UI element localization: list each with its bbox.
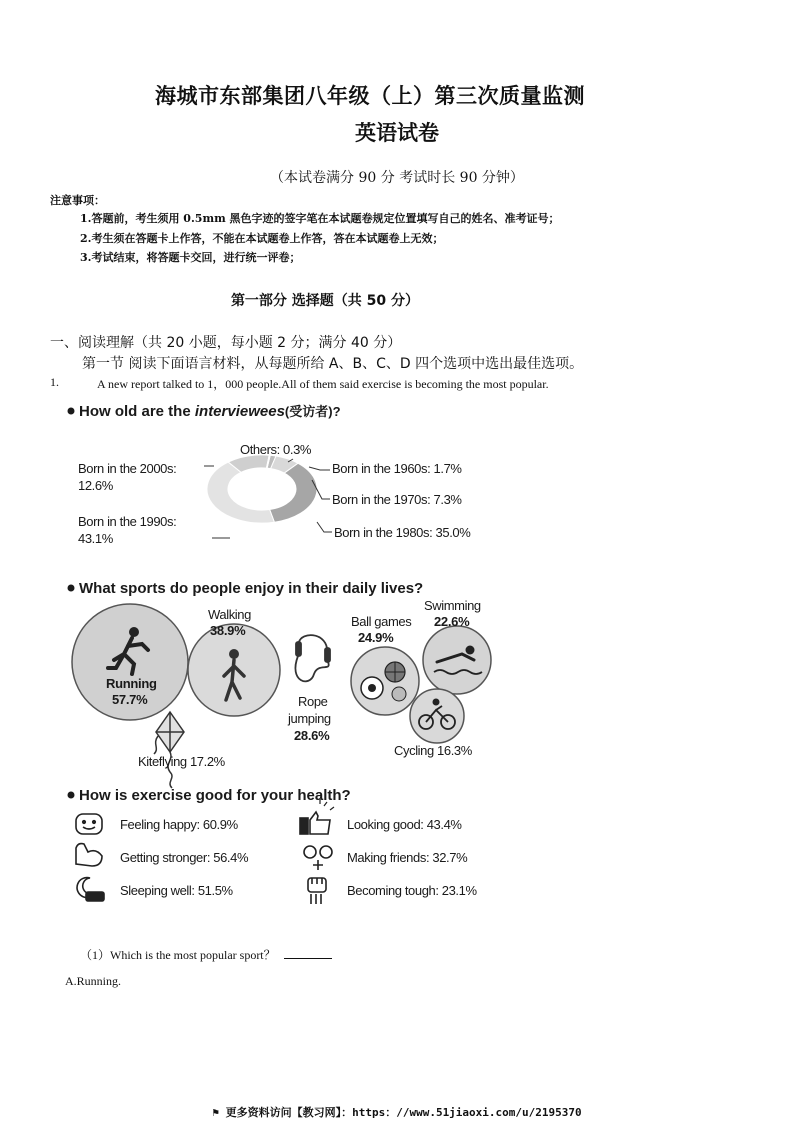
walking-name: Walking (208, 607, 251, 622)
benefit-happy: Feeling happy: 60.9% (120, 817, 238, 832)
answer-blank[interactable] (284, 946, 332, 959)
flag-icon: ⚑ (212, 1106, 226, 1119)
footer (0, 1104, 794, 1120)
exam-title: 海城市东部集团八年级（上）第三次质量监测 (155, 84, 585, 108)
sub-question-text: （1）Which is the most popular sport？ (80, 948, 276, 962)
rope-value: 28.6% (294, 728, 330, 743)
kite-icon (154, 712, 184, 788)
cycling-label: Cycling 16.3% (394, 743, 472, 758)
part-title: 第一部分 选择题（共 50 分） (230, 293, 420, 309)
age-donut-chart (207, 455, 317, 523)
bullet-icon (68, 408, 75, 415)
option-a: A.Running. (65, 974, 122, 988)
bullet-icon (68, 585, 75, 592)
ball-games-circle (351, 647, 419, 715)
rope-line2: jumping (288, 711, 331, 726)
label-others: Others: 0.3% (240, 442, 312, 457)
label-1980s: Born in the 1980s: 35.0% (334, 525, 471, 540)
notice-heading: 注意事项： (50, 194, 105, 207)
ball-games-value: 24.9% (358, 630, 394, 645)
fist-icon (308, 878, 326, 904)
label-1970s: Born in the 1970s: 7.3% (332, 492, 462, 507)
exam-subject: 英语试卷 (355, 121, 439, 145)
notice-item: 1.答题前，考生须用 0.5mm 黑色字迹的签字笔在本试题卷规定位置填写自己的姓名、准考证号； (80, 212, 560, 225)
muscle-arm-icon (76, 844, 102, 867)
swimming-circle (423, 626, 491, 694)
benefit-looking: Looking good: 43.4% (347, 817, 462, 832)
thumbs-up-icon (300, 799, 334, 834)
section-title: 一、阅读理解（共 20 小题，每小题 2 分；满分 40 分） (50, 335, 402, 351)
value-1990s: 43.1% (78, 531, 113, 546)
benefit-sleeping: Sleeping well: 51.5% (120, 883, 233, 898)
sub-question (80, 946, 332, 963)
label-2000s: Born in the 2000s: (78, 461, 177, 476)
swimming-value: 22.6% (434, 614, 470, 629)
bullet-icon (68, 792, 75, 799)
exam-info: （本试卷满分 90 分 考试时长 90 分钟） (270, 170, 524, 186)
jump-rope-icon (295, 635, 330, 681)
label-1960s: Born in the 1960s: 1.7% (332, 461, 462, 476)
benefit-stronger: Getting stronger: 56.4% (120, 850, 249, 865)
leader-line (309, 467, 330, 470)
friends-icon (304, 846, 332, 870)
kite-label: Kiteflying 17.2% (138, 754, 225, 769)
question-text: A new report talked to 1，000 people.All of them said exercise is becoming the most popular. (97, 377, 549, 391)
running-name: Running (106, 676, 157, 691)
swimming-name: Swimming (424, 598, 481, 613)
q1-heading: How old are the interviewees(受访者)? (79, 403, 341, 420)
ball-games-name: Ball games (351, 614, 412, 629)
notice-item: 2.考生须在答题卡上作答，不能在本试题卷上作答，答在本试题卷上无效； (80, 232, 444, 245)
smiley-icon (76, 814, 102, 834)
q3-heading: How is exercise good for your health? (79, 787, 351, 804)
value-2000s: 12.6% (78, 478, 113, 493)
footer-link[interactable]: 更多资料访问【教习网】：https：//www.51jiaoxi.com/u/2195370 (225, 1106, 582, 1119)
cycling-circle (410, 689, 464, 743)
section-instruction: 第一节 阅读下面语言材料，从每题所给 A、B、C、D 四个选项中选出最佳选项。 (82, 356, 584, 372)
label-1990s: Born in the 1990s: (78, 514, 177, 529)
benefit-friends: Making friends: 32.7% (347, 850, 468, 865)
notice-item: 3.考试结束，将答题卡交回，进行统一评卷； (80, 251, 301, 264)
sleep-moon-icon (77, 878, 104, 901)
rope-line1: Rope (298, 694, 328, 709)
running-value: 57.7% (112, 692, 148, 707)
question-number: 1. (50, 375, 59, 389)
leader-line (317, 522, 332, 532)
infographic (62, 392, 522, 922)
donut-slice-born-in-the-1980s (270, 463, 317, 522)
walking-value: 38.9% (210, 623, 246, 638)
q2-heading: What sports do people enjoy in their daily lives? (79, 580, 424, 597)
benefit-tough: Becoming tough: 23.1% (347, 883, 477, 898)
